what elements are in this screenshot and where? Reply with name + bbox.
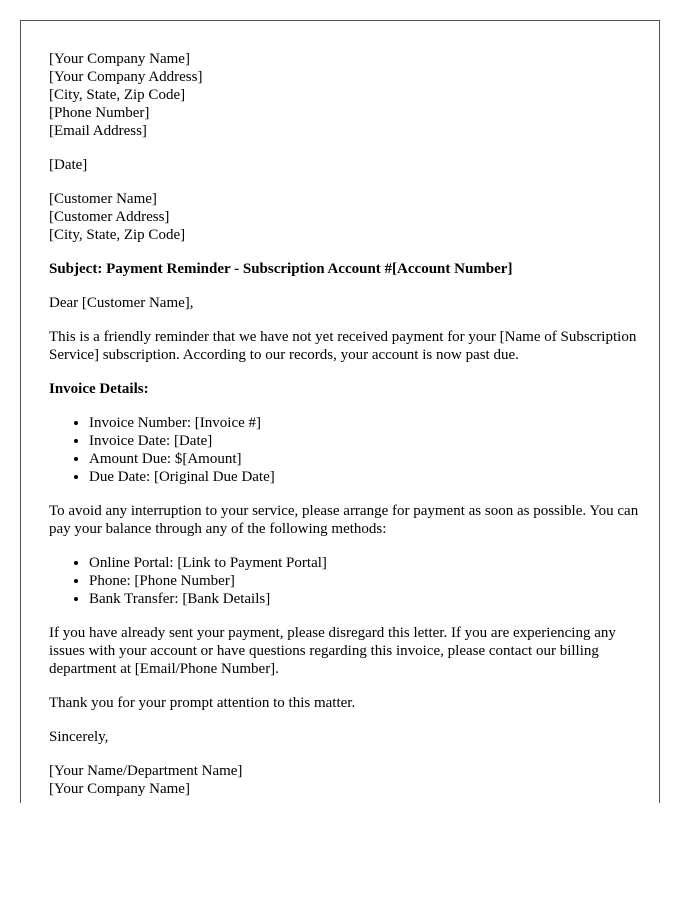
recipient-address-block xyxy=(49,190,639,244)
sender-address-block xyxy=(49,50,639,140)
list-item: • Invoice Number: [Invoice #] xyxy=(89,414,639,432)
signature-block xyxy=(49,762,639,798)
list-item: • Due Date: [Original Due Date] xyxy=(89,468,639,486)
sender-city-state-zip: [City, State, Zip Code] xyxy=(49,87,186,103)
payment-paragraph: To avoid any interruption to your service, please arrange for payment as soon as possible. You can pay your balance through any of the following methods: xyxy=(49,503,639,537)
list-item: • Online Portal: [Link to Payment Portal] xyxy=(89,554,639,572)
closing: Sincerely, xyxy=(49,729,109,745)
letter-date: [Date] xyxy=(49,157,88,173)
list-item: • Phone: [Phone Number] xyxy=(89,572,639,590)
list-item: • Amount Due: $[Amount] xyxy=(89,450,639,468)
salutation: Dear [Customer Name], xyxy=(49,295,194,311)
sender-company-name: [Your Company Name] xyxy=(49,51,190,67)
payment-methods-list xyxy=(49,554,639,608)
signature-company-name: [Your Company Name] xyxy=(49,781,190,797)
letter-subject: Subject: Payment Reminder - Subscription Account #[Account Number] xyxy=(49,261,513,277)
recipient-address: [Customer Address] xyxy=(49,209,170,225)
disregard-paragraph: If you have already sent your payment, please disregard this letter. If you are experiencing any issues with your account or have questions regarding this invoice, please contact our billing department at [Email/Phone Number]. xyxy=(49,625,616,677)
letter-page xyxy=(20,20,660,803)
sender-phone: [Phone Number] xyxy=(49,105,150,121)
invoice-details-list xyxy=(49,414,639,486)
recipient-name: [Customer Name] xyxy=(49,191,157,207)
recipient-city-state-zip: [City, State, Zip Code] xyxy=(49,227,186,243)
signature-name-department: [Your Name/Department Name] xyxy=(49,763,243,779)
intro-paragraph: This is a friendly reminder that we have not yet received payment for your [Name of Subscription Service] subscription. According to our records, your account is now past due. xyxy=(49,329,637,363)
letter-content xyxy=(49,50,639,803)
thank-you-line: Thank you for your prompt attention to this matter. xyxy=(49,695,356,711)
list-item: • Bank Transfer: [Bank Details] xyxy=(89,590,639,608)
list-item: • Invoice Date: [Date] xyxy=(89,432,639,450)
sender-email: [Email Address] xyxy=(49,123,147,139)
invoice-details-heading: Invoice Details: xyxy=(49,381,149,397)
sender-company-address: [Your Company Address] xyxy=(49,69,203,85)
